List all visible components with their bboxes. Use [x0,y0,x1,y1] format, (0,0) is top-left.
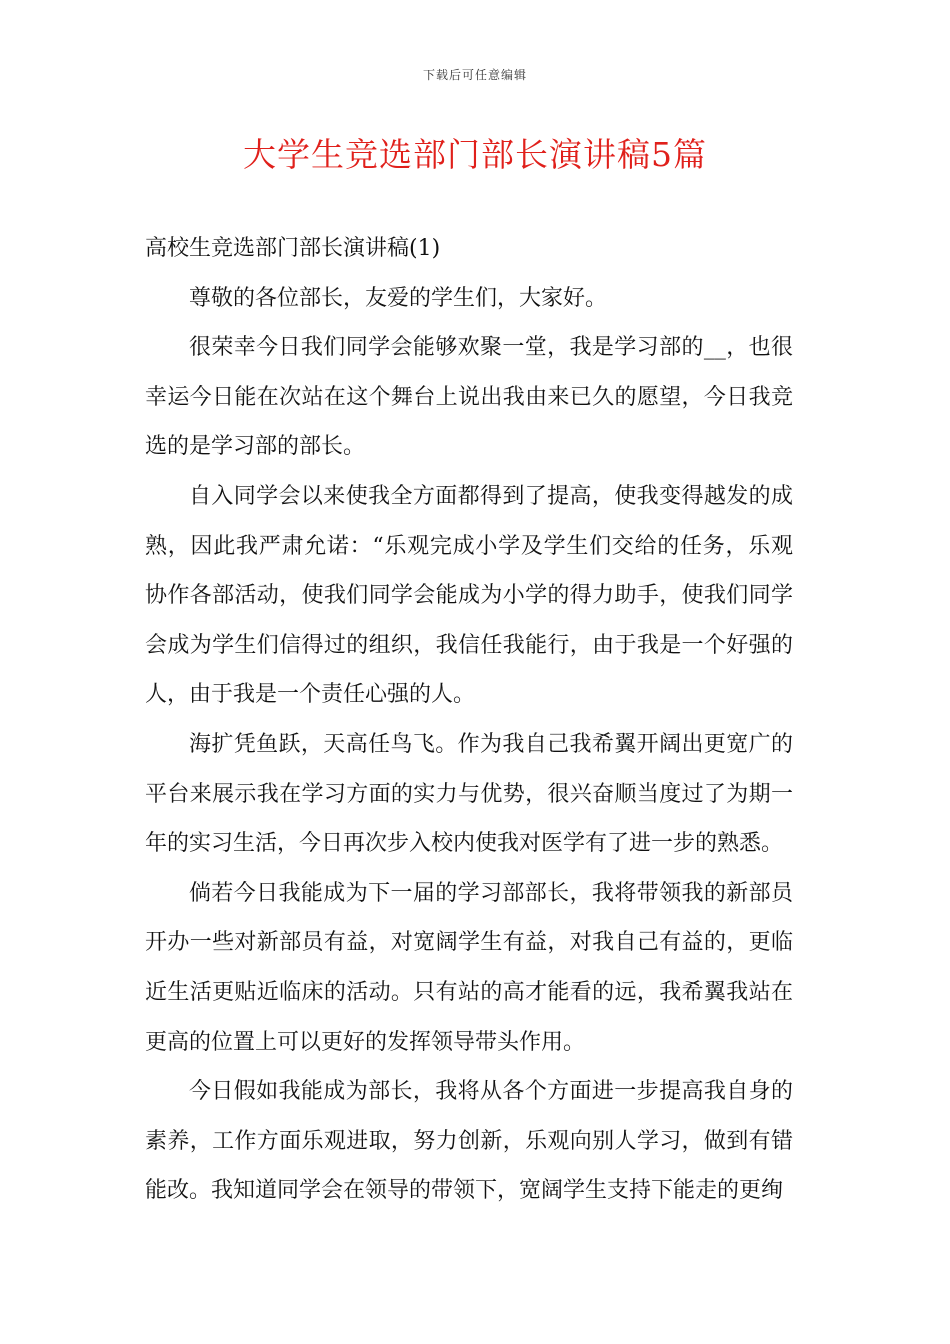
header-note: 下载后可任意编辑 [422,68,527,82]
paragraph-5: 倘若今日我能成为下一届的学习部部长，我将带领我的新部员开办一些对新部员有益，对宽阔学生有益，对我自己有益的，更临近生活更贴近临床的活动。只有站的高才能看的远，我希翼我站在更高的位置上可以更好的发挥领导带头作用。 [145,880,793,1055]
document-title: 大学生竞选部门部长演讲稿5篇 [243,135,707,174]
document-body [145,224,793,1216]
section-heading: 高校生竞选部门部长演讲稿(1) [145,236,441,261]
paragraph-3: 自入同学会以来使我全方面都得到了提高，使我变得越发的成熟，因此我严肃允诺：“乐观完成小学及学生们交给的任务，乐观协作各部活动，使我们同学会能成为小学的得力助手，使我们同学会成为学生们信得过的组织，我信任我能行，由于我是一个好强的人，由于我是一个责任心强的人。 [145,483,793,708]
paragraph-6: 今日假如我能成为部长，我将从各个方面进一步提高我自身的素养，工作方面乐观进取，努力创新，乐观向别人学习，做到有错能改。我知道同学会在领导的带领下，宽阔学生支持下能走的更绚 [145,1079,793,1204]
paragraph-4: 海扩凭鱼跃，天高任鸟飞。作为我自己我希翼开阔出更宽广的平台来展示我在学习方面的实力与优势，很兴奋顺当度过了为期一年的实习生活，今日再次步入校内使我对医学有了进一步的熟悉。 [145,731,793,857]
paragraph-2: 很荣幸今日我们同学会能够欢聚一堂，我是学习部的__，也很幸运今日能在次站在这个舞台上说出我由来已久的愿望，今日我竞选的是学习部的部长。 [145,335,793,460]
paragraph-1: 尊敬的各位部长，友爱的学生们，大家好。 [189,285,608,311]
